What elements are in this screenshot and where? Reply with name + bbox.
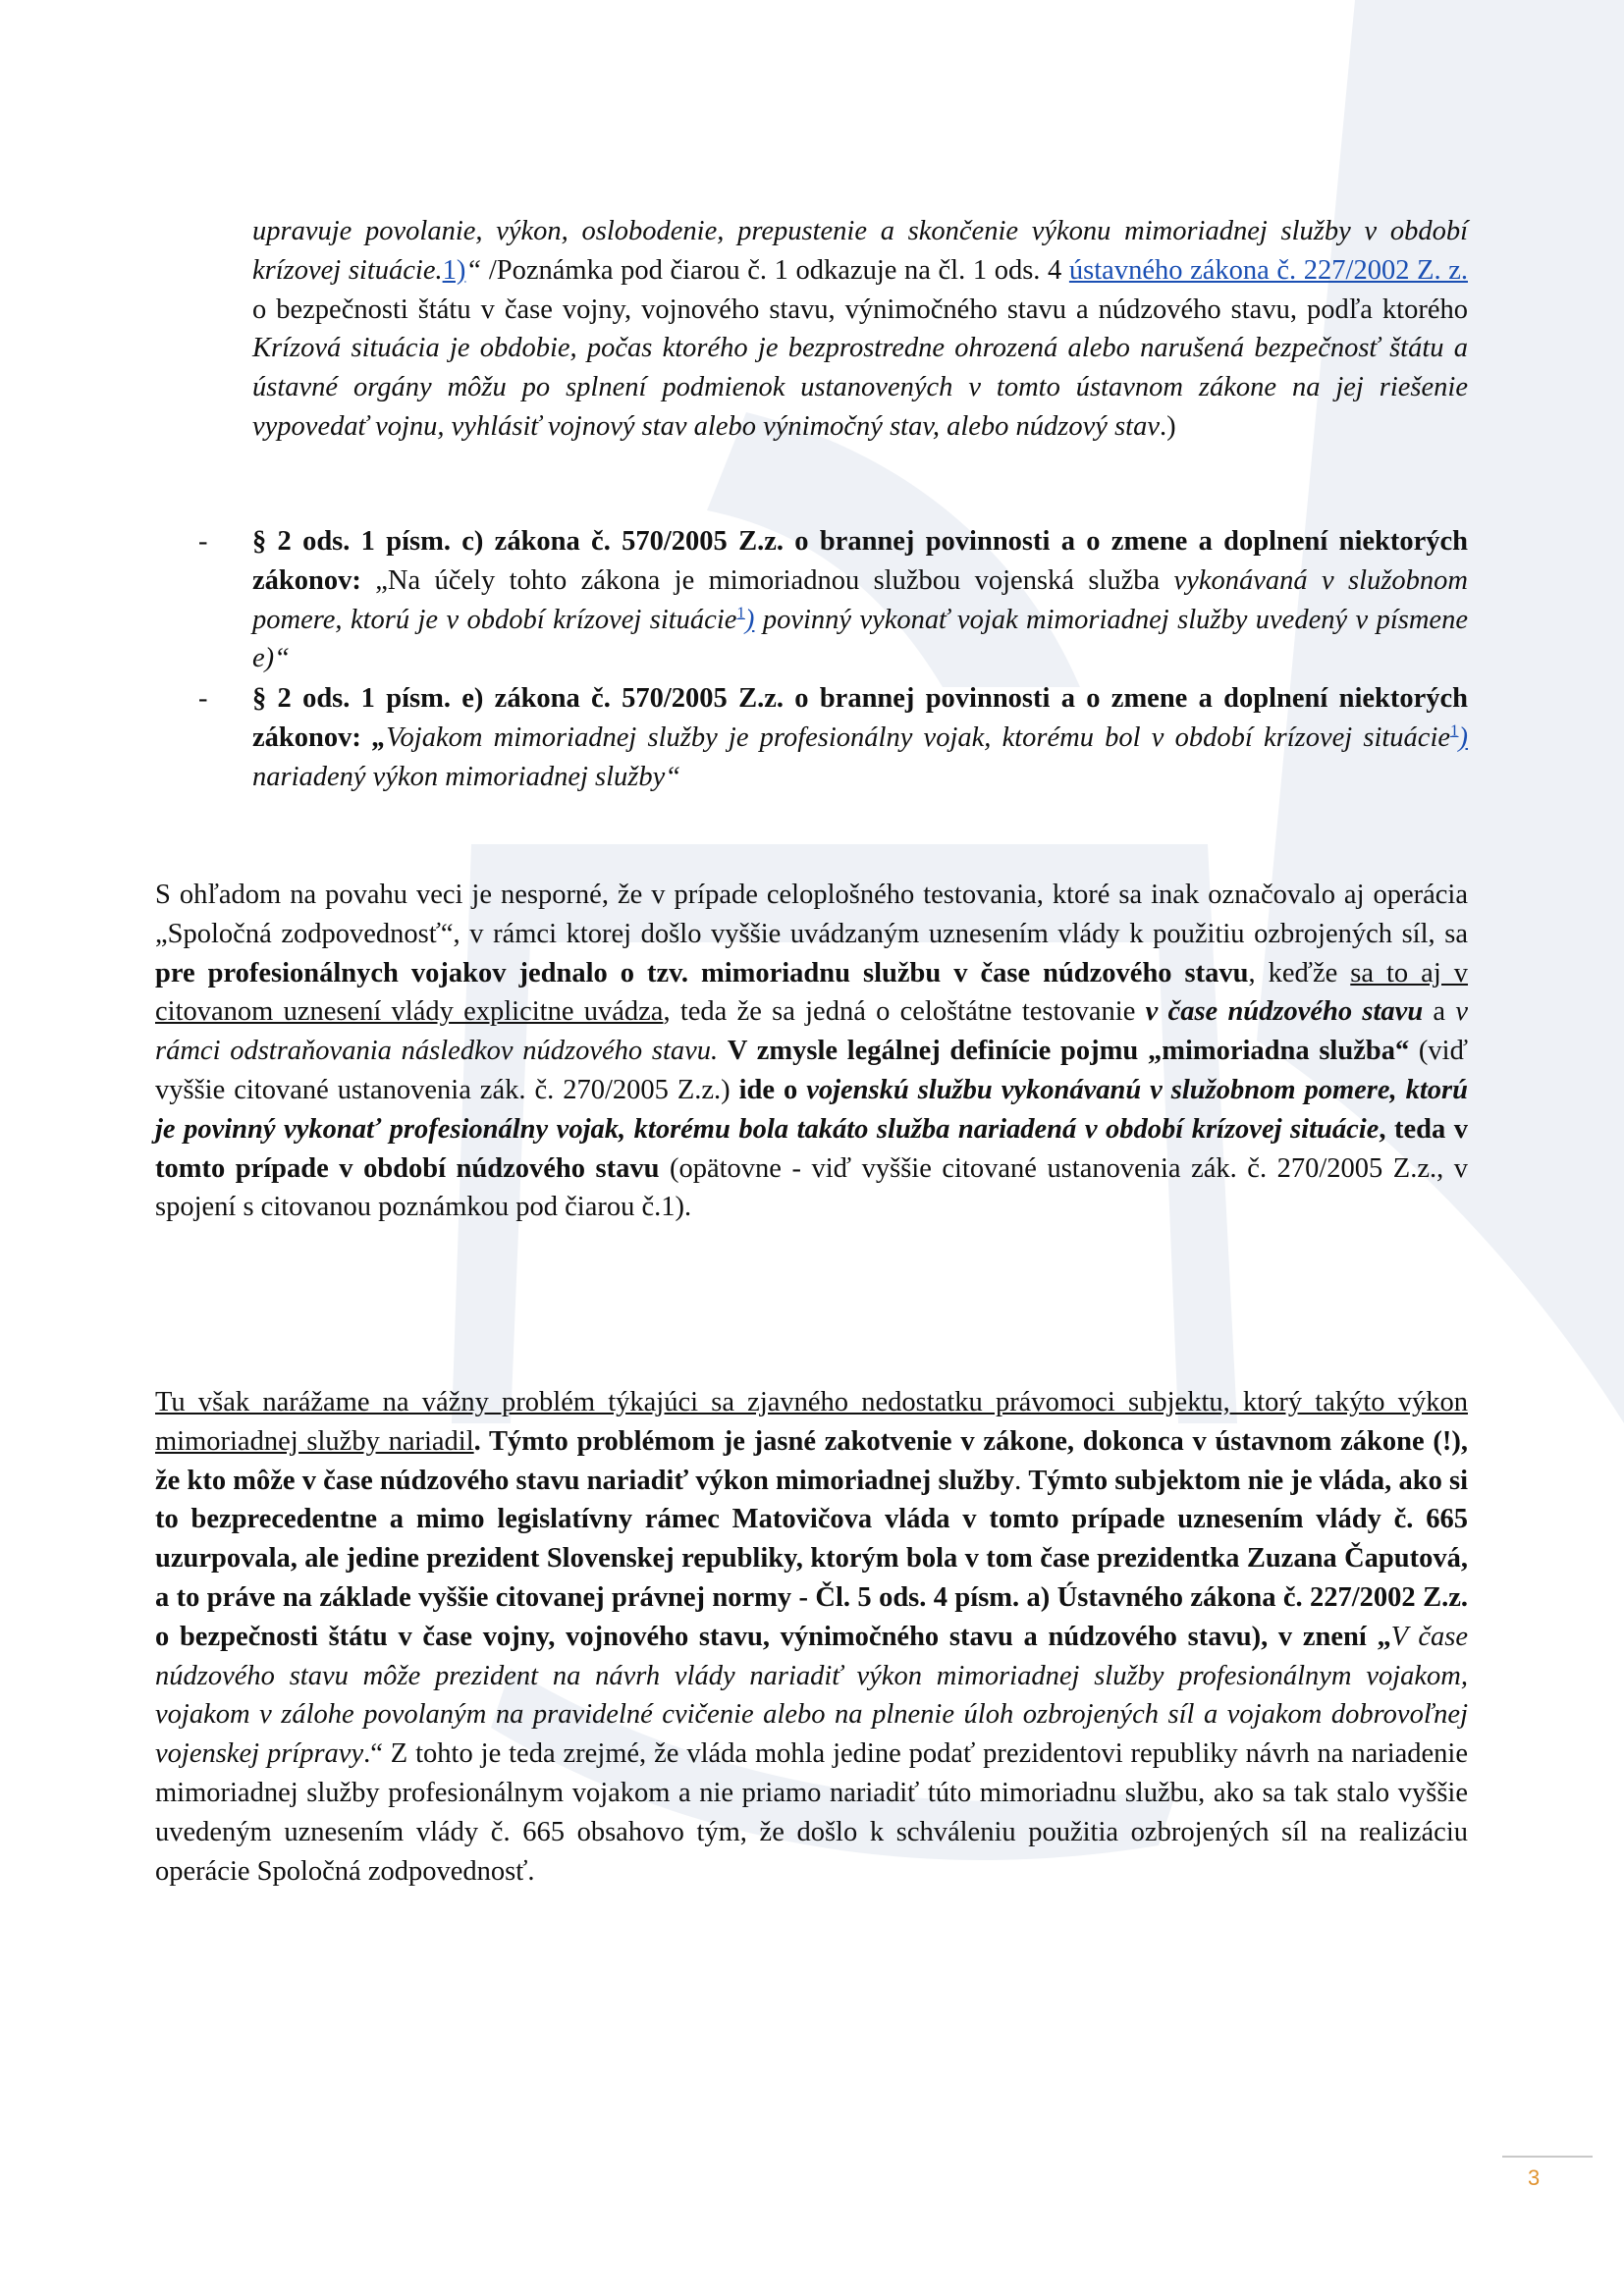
p2-bold-n: , teda v tomto prípade v období núdzového stavu: [155, 1113, 1468, 1184]
bullet-italic-text-end: nariadený výkon mimoriadnej služby“: [252, 761, 681, 792]
p2-italic-h: v rámci odstraňovania následkov núdzového stavu.: [155, 996, 1469, 1067]
footnote-link-1[interactable]: 1): [442, 254, 466, 286]
body-paragraph-2: [155, 876, 1468, 1227]
p3-italic-e: V čase núdzového stavu môže prezident na návrh vlády nariadiť výkon mimoriadnej služby profesionálnym vojakom, vojakom v zálohe povolaným na pravidelné cvičenie alebo na plnenie úloh ozbrojených síl a vojakom dobrovoľnej vojenskej prípravy: [155, 1621, 1468, 1770]
bullet-item-c: [198, 522, 1468, 678]
bullet-italic-text: Vojakom mimoriadnej služby je profesionálny vojak, ktorému bol v období krízovej situácie: [386, 721, 1451, 753]
footer-divider: [1502, 2156, 1593, 2158]
p2-bold-j: V zmysle legálnej definície pojmu „mimoriadna služba“: [727, 1036, 1410, 1067]
bullet-space: [361, 722, 372, 753]
closing-parenthesis: .): [1159, 410, 1176, 442]
bullet-italic-text: vykonávaná v služobnom pomere, ktorú je v období krízovej situácie: [252, 564, 1468, 635]
body-paragraph-3: [155, 1383, 1468, 1891]
footnote-paren-link[interactable]: ): [744, 604, 755, 635]
p2-text-g: a: [1423, 996, 1456, 1028]
footnote-sup-link[interactable]: 1: [736, 603, 745, 622]
bullet-item-e: [198, 679, 1468, 796]
p2-space-i: [718, 1036, 728, 1066]
quote-close: “: [465, 254, 482, 286]
crisis-definition-text: Krízová situácia je obdobie, počas ktorého je bezprostredne ohrozená alebo narušená bezpečnosť štátu a ústavné orgány môžu po splnení podmienok ustanovených v tomto ústavnom zákone na jej riešenie vypovedať vojnu, vyhlásiť vojnový stav alebo výnimočný stav, alebo núdzový stav: [252, 333, 1468, 442]
bullet-dash: -: [198, 683, 208, 714]
p2-text-e: , teda že sa jedná o celoštátne testovanie: [663, 996, 1146, 1028]
page-number: 3: [1528, 2165, 1541, 2190]
p2-bolditalic-m: vojenskú službu vykonávanú v služobnom pomere, ktorú je povinný vykonať profesionálny vojak, ktorému bola takáto služba nariadená v období krízovej situácie: [155, 1074, 1468, 1145]
p3-underline-a: Tu však narážame na vážny problém týkajúci sa zjavného nedostatku právomoci subjektu, ktorý takýto výkon mimoriadnej služby nariadil: [155, 1387, 1468, 1457]
p2-text-o: (opätovne - viď vyššie citované ustanovenia zák. č. 270/2005 Z.z., v spojení s citovanou poznámkou pod čiarou č.1).: [155, 1152, 1468, 1223]
law-description-text: o bezpečnosti štátu v čase vojny, vojnového stavu, výnimočného stavu a núdzového stavu, podľa ktorého: [252, 294, 1468, 325]
bullet-dash: -: [198, 526, 208, 557]
bullet-text: „Na účely tohto zákona je mimoriadnou službou vojenská služba: [360, 564, 1174, 596]
p2-bold-b: pre profesionálnych vojakov jednalo o tzv. mimoriadnu službu v čase núdzového stavu: [155, 957, 1249, 988]
p3-bold-d: Týmto subjektom nie je vláda, ako si to bezprecedentne a mimo legislatívny rámec Matovičova vláda v tomto prípade uznesením vlády č. 665 uzurpovala, ale jedine prezident Slovenskej republiky, ktorým bola v tom čase prezidentka Zuzana Čaputová, a to práve na základe vyššie citovanej právnej normy - Čl. 5 ods. 4 písm. a) Ústavného zákona č. 227/2002 Z.z. o bezpečnosti štátu v čase vojny, vojnového stavu, výnimočného stavu a núdzového stavu), v znení „: [155, 1465, 1469, 1652]
constitutional-law-link[interactable]: ústavného zákona č. 227/2002 Z. z.: [1068, 254, 1468, 286]
p2-bolditalic-f: v čase núdzového stavu: [1145, 996, 1424, 1028]
footnote-sup-link[interactable]: 1: [1450, 721, 1459, 740]
p2-bold-l: ide o: [738, 1074, 807, 1105]
quote-text: upravuje povolanie, výkon, oslobodenie, prepustenie a skončenie výkonu mimoriadnej služby v období krízovej situácie.: [252, 216, 1468, 286]
p3-text-c: .: [1014, 1465, 1029, 1496]
p2-underline-d: sa to aj v citovanom uznesení vlády explicitne uvádza: [155, 957, 1469, 1028]
p2-text-c: , keďže: [1248, 957, 1351, 988]
bullet-open-quote: „: [372, 721, 387, 753]
bullet-italic-text-end: povinný vykonať vojak mimoriadnej služby uvedený v písmene e)“: [252, 604, 1468, 674]
bullet-heading: § 2 ods. 1 písm. c) zákona č. 570/2005 Z.z. o brannej povinnosti a o zmene a doplnení niektorých zákonov:: [252, 526, 1468, 596]
footnote-paren-link[interactable]: ): [1458, 721, 1469, 753]
p2-text-a: S ohľadom na povahu veci je nesporné, že v prípade celoplošného testovania, ktoré sa inak označovalo aj operácia „Spoločná zodpovednosť“, v rámci ktorej došlo vyššie uvádzaným uznesením vlády k použitiu ozbrojených síl, sa: [155, 880, 1468, 949]
p2-text-k: (viď vyššie citované ustanovenia zák. č. 270/2005 Z.z.): [155, 1036, 1469, 1105]
bullet-heading: § 2 ods. 1 písm. e) zákona č. 570/2005 Z.z. o brannej povinnosti a o zmene a doplnení niektorých zákonov:: [252, 683, 1468, 753]
quote-paragraph-top: [252, 212, 1468, 447]
p3-text-f: .“ Z tohto je teda zrejmé, že vláda mohla jedine podať prezidentovi republiky návrh na nariadenie mimoriadnej služby profesionálnym vojakom a nie priamo nariadiť túto mimoriadnu službu, ako sa tak stalo vyššie uvedeným uznesením vlády č. 665 obsahovo tým, že došlo k schváleniu použitia ozbrojených síl na realizáciu operácie Spoločná zodpovednosť.: [155, 1738, 1468, 1887]
p3-bold-b: . Týmto problémom je jasné zakotvenie v zákone, dokonca v ústavnom zákone (!), že kto môže v čase núdzového stavu nariadiť výkon mimoriadnej služby: [155, 1425, 1468, 1496]
footnote-note-text: /Poznámka pod čiarou č. 1 odkazuje na čl. 1 ods. 4: [481, 254, 1069, 286]
